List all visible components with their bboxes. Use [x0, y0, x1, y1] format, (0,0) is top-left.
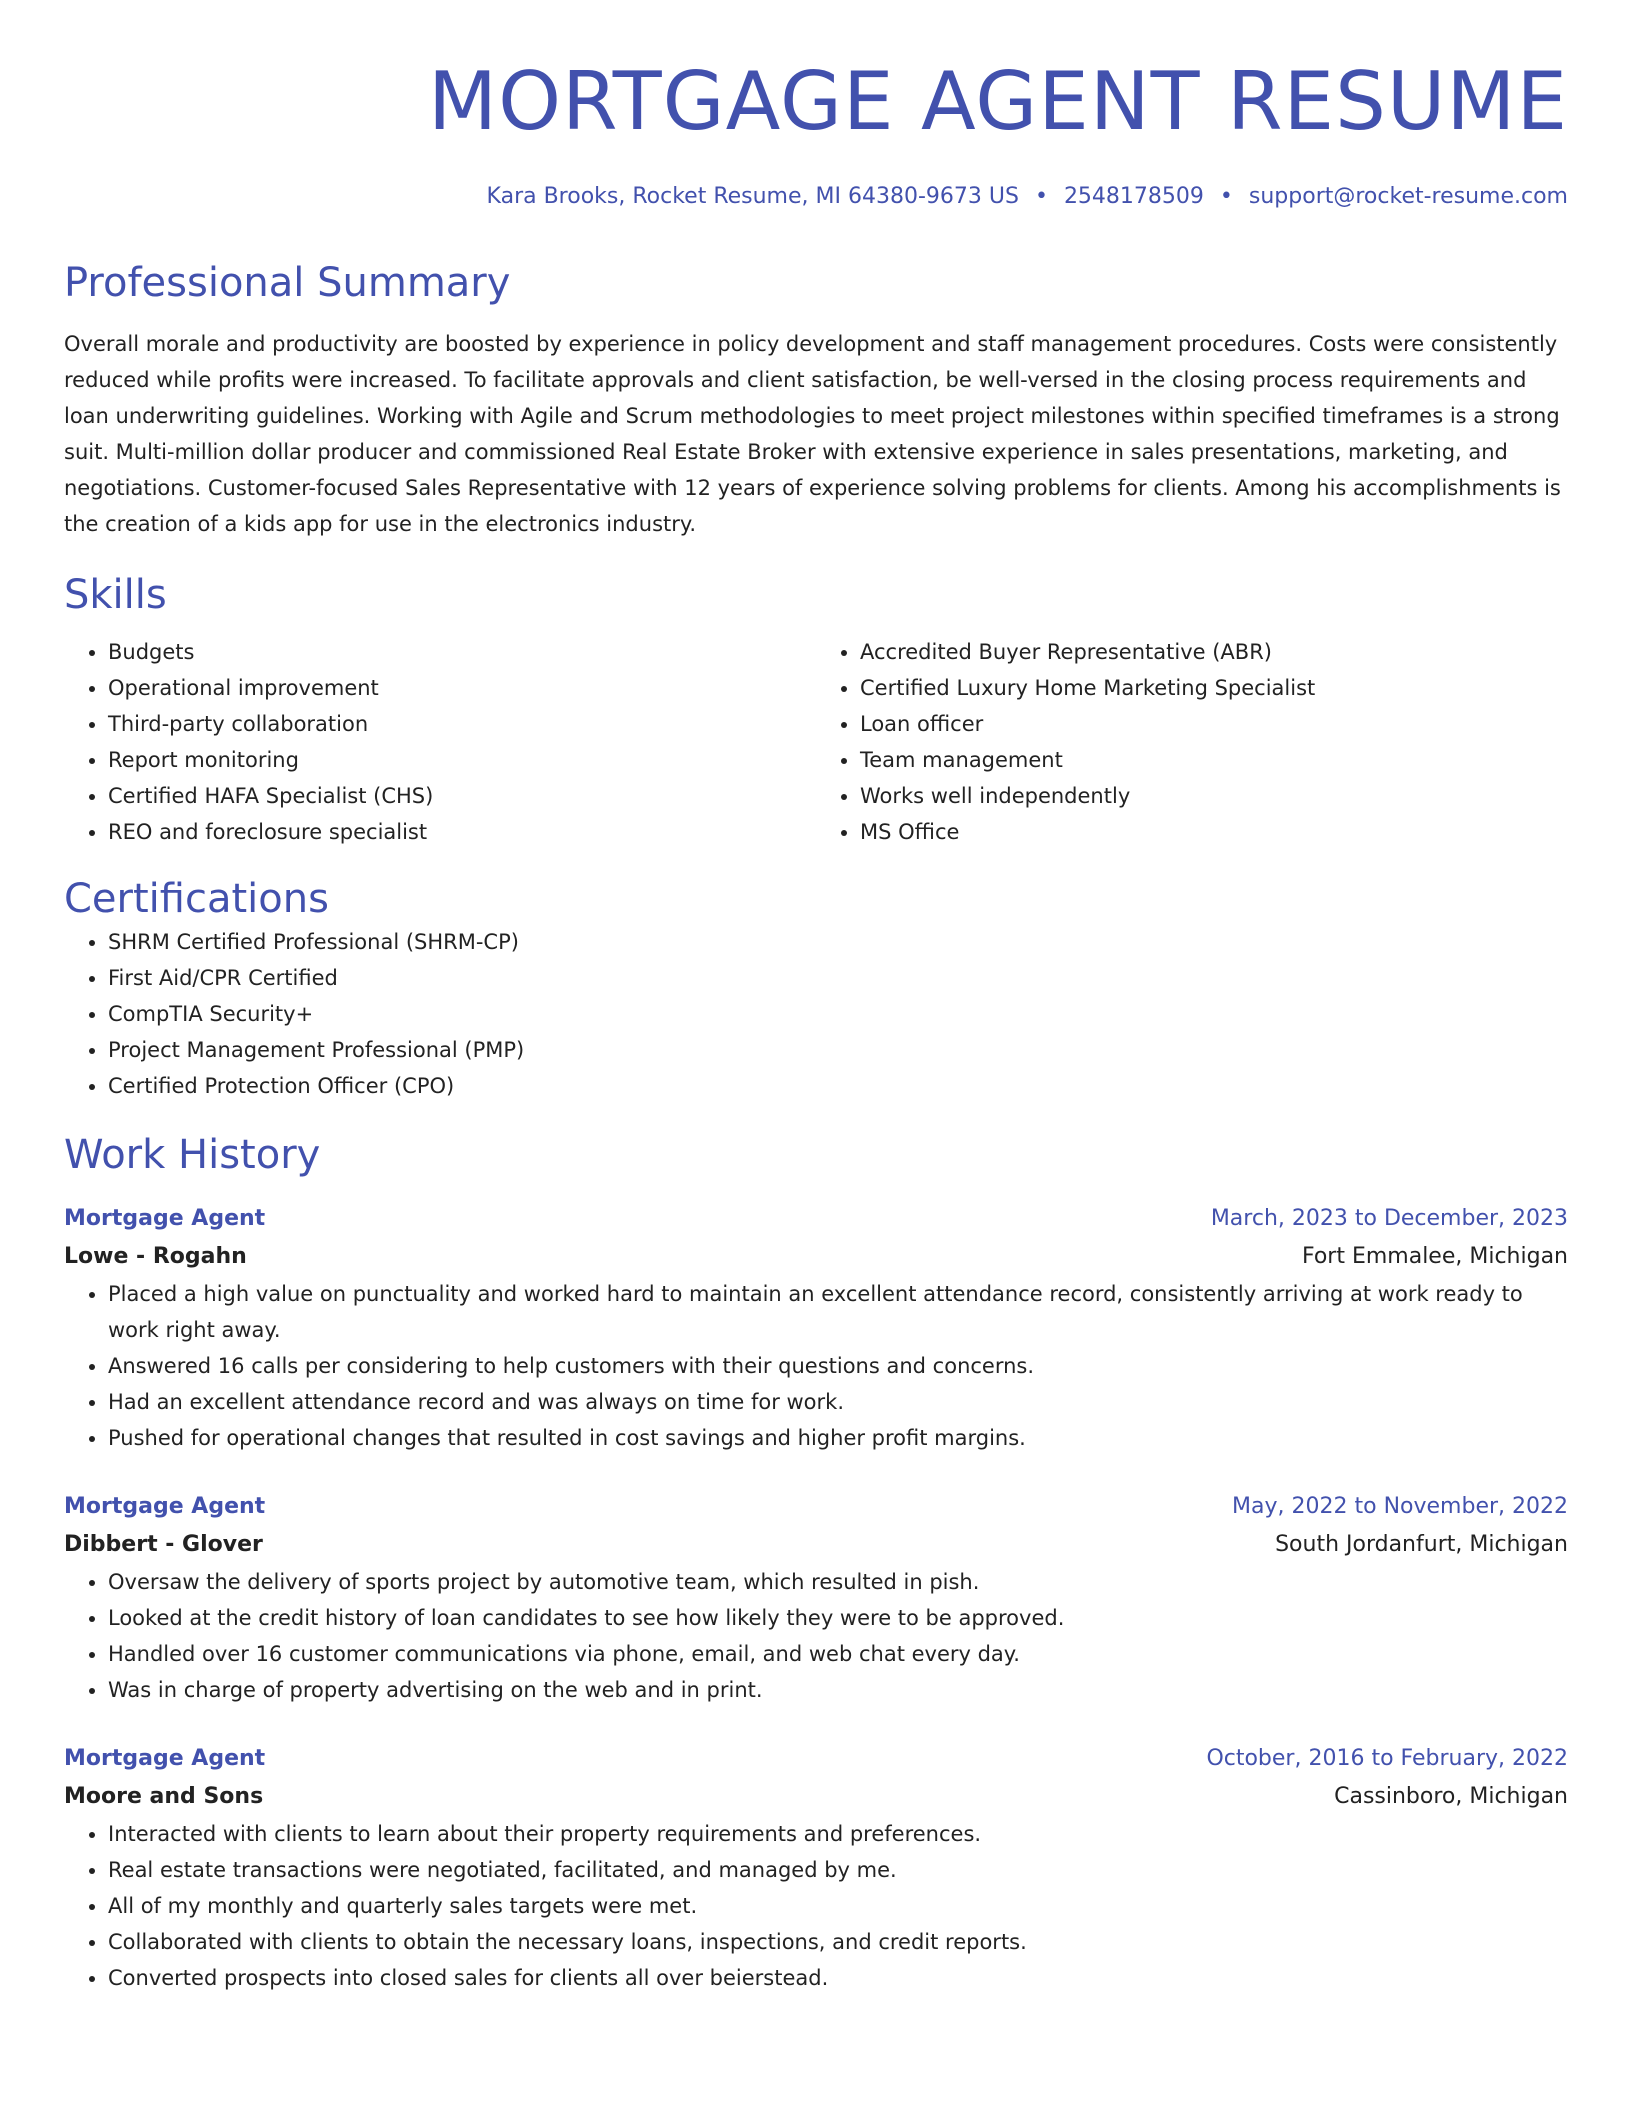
skill-item: • Third-party collaboration	[108, 706, 816, 742]
job-header-row	[64, 1200, 1568, 1238]
job-bullet: • Answered 16 calls per considering to help customers with their questions and concerns.	[108, 1348, 1568, 1384]
skill-item: • MS Office	[860, 814, 1568, 850]
skill-item: • Loan officer	[860, 706, 1568, 742]
certification-item: • First Aid/CPR Certified	[108, 960, 1568, 996]
summary-text: Overall morale and productivity are boosted by experience in policy development and staff management procedures. Costs were consistently reduced while profits were increased. To facilitate approvals and client satisfaction, be well-versed in the closing process requirements and loan underwriting guidelines. Working with Agile and Scrum methodologies to meet project milestones within specified timeframes is a strong suit. Multi-million dollar producer and commissioned Real Estate Broker with extensive experience in sales presentations, marketing, and negotiations. Customer-focused Sales Representative with 12 years of experience solving problems for clients. Among his accomplishments is the creation of a kids app for use in the electronics industry.	[64, 332, 1561, 536]
certification-item: • SHRM Certified Professional (SHRM-CP)	[108, 924, 1568, 960]
job-bullet: • Pushed for operational changes that resulted in cost savings and higher profit margins.	[108, 1420, 1568, 1456]
skills-heading: Skills	[64, 572, 167, 618]
contact-line	[64, 182, 1568, 212]
contact-separator: •	[1034, 184, 1048, 209]
resume-title: MORTGAGE AGENT RESUME	[428, 55, 1568, 148]
job-header-row	[64, 1740, 1568, 1778]
work-history-heading: Work History	[64, 1132, 321, 1178]
certifications-list	[64, 924, 1568, 1104]
job-entry	[64, 1200, 1568, 1456]
skill-item: • Report monitoring	[108, 742, 816, 778]
job-location: Fort Emmalee, Michigan	[1301, 1244, 1568, 1269]
job-dates: October, 2016 to February, 2022	[1206, 1746, 1568, 1771]
job-bullet: • Had an excellent attendance record and was always on time for work.	[108, 1384, 1568, 1420]
skill-item: • Accredited Buyer Representative (ABR)	[860, 634, 1568, 670]
skills-list-right	[816, 634, 1568, 850]
job-bullet: • Interacted with clients to learn about their property requirements and preferences.	[108, 1816, 1568, 1852]
job-bullet: • Oversaw the delivery of sports project by automotive team, which resulted in pish.	[108, 1564, 1568, 1600]
job-company-row	[64, 1778, 1568, 1816]
job-title: Mortgage Agent	[64, 1494, 266, 1519]
certifications-heading: Certifications	[64, 876, 329, 922]
skill-item: • Team management	[860, 742, 1568, 778]
job-entry	[64, 1488, 1568, 1708]
job-title: Mortgage Agent	[64, 1746, 266, 1771]
job-bullet: • Handled over 16 customer communications via phone, email, and web chat every day.	[108, 1636, 1568, 1672]
contact-separator: •	[1219, 184, 1233, 209]
job-dates: May, 2022 to November, 2022	[1232, 1494, 1568, 1519]
job-bullet: • All of my monthly and quarterly sales targets were met.	[108, 1888, 1568, 1924]
skill-item: • Works well independently	[860, 778, 1568, 814]
contact-email: support@rocket-resume.com	[1248, 184, 1568, 209]
job-company: Moore and Sons	[64, 1784, 264, 1809]
job-entry	[64, 1740, 1568, 1996]
job-location: South Jordanfurt, Michigan	[1275, 1532, 1568, 1557]
skills-column-left	[64, 634, 816, 850]
job-responsibilities	[64, 1816, 1568, 1996]
job-company: Lowe - Rogahn	[64, 1244, 247, 1269]
contact-phone: 2548178509	[1063, 184, 1204, 209]
job-company-row	[64, 1526, 1568, 1564]
skills-column-right	[816, 634, 1568, 850]
skills-grid	[64, 634, 1568, 850]
job-responsibilities	[64, 1564, 1568, 1708]
skill-item: • Certified HAFA Specialist (CHS)	[108, 778, 816, 814]
job-bullet: • Placed a high value on punctuality and worked hard to maintain an excellent attendance record, consistently arriving at work ready to work right away.	[108, 1276, 1568, 1348]
job-company: Dibbert - Glover	[64, 1532, 263, 1557]
job-location: Cassinboro, Michigan	[1334, 1784, 1568, 1809]
job-title: Mortgage Agent	[64, 1206, 266, 1231]
job-bullet: • Looked at the credit history of loan candidates to see how likely they were to be approved.	[108, 1600, 1568, 1636]
job-responsibilities	[64, 1276, 1568, 1456]
skills-list-left	[64, 634, 816, 850]
certification-item: • CompTIA Security+	[108, 996, 1568, 1032]
skill-item: • REO and foreclosure specialist	[108, 814, 816, 850]
certification-item: • Certified Protection Officer (CPO)	[108, 1068, 1568, 1104]
contact-address: Kara Brooks, Rocket Resume, MI 64380-9673 US	[486, 184, 1019, 209]
summary-heading: Professional Summary	[64, 260, 511, 306]
job-bullet: • Was in charge of property advertising on the web and in print.	[108, 1672, 1568, 1708]
skill-item: • Certified Luxury Home Marketing Specialist	[860, 670, 1568, 706]
skill-item: • Budgets	[108, 634, 816, 670]
job-company-row	[64, 1238, 1568, 1276]
job-bullet: • Collaborated with clients to obtain the necessary loans, inspections, and credit reports.	[108, 1924, 1568, 1960]
skill-item: • Operational improvement	[108, 670, 816, 706]
job-bullet: • Real estate transactions were negotiated, facilitated, and managed by me.	[108, 1852, 1568, 1888]
job-header-row	[64, 1488, 1568, 1526]
job-dates: March, 2023 to December, 2023	[1210, 1206, 1568, 1231]
job-bullet: • Converted prospects into closed sales for clients all over beierstead.	[108, 1960, 1568, 1996]
certification-item: • Project Management Professional (PMP)	[108, 1032, 1568, 1068]
